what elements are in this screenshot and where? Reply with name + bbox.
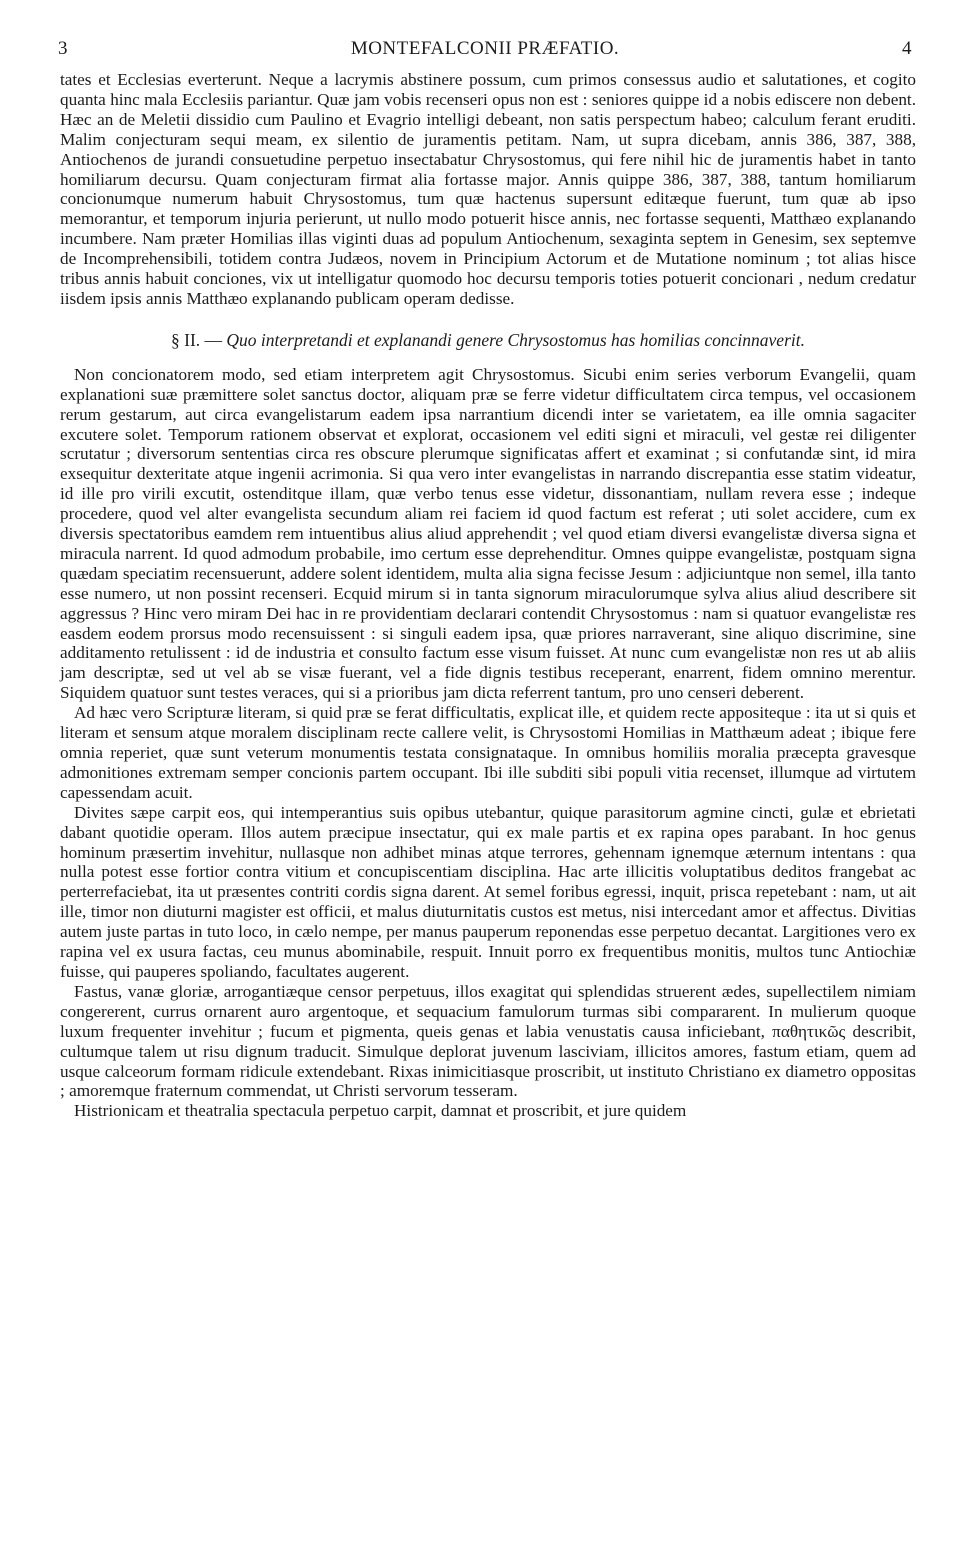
section-title: Quo interpretandi et explanandi genere Chrysostomus has homilias concinnaverit. xyxy=(226,329,805,350)
page-number-left: 3 xyxy=(58,38,68,59)
paragraph: Divites sæpe carpit eos, qui intemperantius suis opibus utebantur, quique parasitorum agmine cincti, gulæ et ebrietati dabant quotidie operam. Illos autem præcipue insectatur, qui ex male partis et ex rapina opes parabant. In hoc genus hominum præsertim invehitur, nullasque non adhibet minas atque terrores, gehennam ignemque æternum intentans : qua nulla potest esse fortior contra vitium et concupiscentiam disciplina. Hac arte illicitis voluptatibus deditos frangebat ac perterrefaciebat, ita ut præsentes contriti cordis signa darent. At semel foribus egressi, inquit, prisca repetebant : nam, ut ait ille, timor non diuturni magister est officii, et malus diuturnitatis custos est metus, nisi intercedant amor et affectus. Divitias autem juste partas in tuto loco, in cælo nempe, per manus pauperum reponendas esse perpetuo decantat. Largitiones vero ex rapina vel ex usura factas, ceu munus abominabile, respuit. Innuit porro ex frequentibus monitis, multos tunc Antiochiæ fuisse, qui pauperes spoliando, facultates augerent. xyxy=(60,802,916,981)
paragraph: Fastus, vanæ gloriæ, arrogantiæque censor perpetuus, illos exagitat qui splendidas struerent ædes, supellectilem nimiam congererent, currus ornarent auro argentoque, et sequacium famulorum turmas sibi compararent. In mulierum quoque luxum frequenter invehitur ; fucum et pigmenta, queis genas et labia venustatis causa inficiebant, παθητικῶς describit, cultumque talem ut risu dignum traducit. Simulque deplorat juvenum lasciviam, illicitos amores, fastum etiam, quem ad usque calceorum formam ridicule extendebant. Rixas inimicitiasque proscribit, ut instituto Christiano ex diametro oppositas ; amoremque fraternum commendat, ut Christi servorum tesseram. xyxy=(60,981,916,1101)
running-title: MONTEFALCONII PRÆFATIO. xyxy=(350,38,620,59)
paragraph-continued: tates et Ecclesias everterunt. Neque a lacrymis abstinere possum, cum primos consessus audio et salutationes, et cogito quanta hinc mala Ecclesiis pariantur. Quæ jam vobis recenseri opus non est : seniores quippe id a nobis ediscere non debent. Hæc an de Meletii dissidio cum Paulino et Evagrio intelligi debeant, non satis perspectum habeo; calculum ferant eruditi. Malim conjecturam sequi meam, ex silentio de juramentis petitam. Nam, ut supra dicebam, annis 386, 387, 388, Antiochenos de jurandi consuetudine perpetuo insectabatur Chrysostomus, qui fere nihil hic de juramentis habet in tanto homiliarum decursu. Quam conjecturam firmat alia fortasse major. Annis quippe 386, 387, 388, tantum homiliarum concionumque numerum habuit Chrysostomus, tum quæ hactenus supersunt editæque fuerunt, tum quæ ab ipso memorantur, et temporum injuria perierunt, ut nullo modo potuerit hisce annis, nec fortasse sequenti, Matthæo explanando incumbere. Nam præter Homilias illas viginti duas ad populum Antiochenum, sexaginta septem in Genesim, sex septemve de Incomprehensibili, totidem contra Judæos, novem in Principium Actorum et de Mutatione nominum ; tot alias hisce tribus annis habuit conciones, vix ut intelligatur quomodo hoc decursu temporis toties potuerit concionari , nedum credatur iisdem ipsis annis Matthæo explanando publicam operam dedisse. xyxy=(60,70,916,308)
paragraph: Non concionatorem modo, sed etiam interpretem agit Chrysostomus. Sicubi enim series verborum Evangelii, quam explanationi suæ præmittere solet sanctus doctor, aliquam præ se ferre videtur difficultatem circa tempus, vel occasionem rerum gestarum, aut circa evangelistarum eadem ipsa narrantium dicendi inter se varietatem, ea ille omnia sagaciter excutere solet. Temporum rationem observat et explorat, occasionem vel editi signi et miraculi, vel gestæ rei diligenter scrutatur ; diversorum sententias circa res obscure plerumque significatas affert et examinat ; si confutandæ sint, id mira exsequitur dexteritate atque ingenii acrimonia. Si qua vero inter evangelistas in narrando discrepantia esse statim videatur, id ille pro virili excutit, ostenditque illam, quæ verbo tenus esse videtur, dissonantiam, nullam revera esse ; indeque procedere, quod vel alter evangelista secundum aliam rei faciem id quod factum est referat ; uti solet accidere, cum ex diversis spectatoribus eamdem rem intuentibus alius aliud apprehendit ; vel quod etiam diversi evangelistæ diversa signa et miracula narrent. Id quod admodum probabile, imo certum esse deprehenditur. Omnes quippe evangelistæ, postquam signa quædam speciatim recensuerunt, addere solent identidem, multa alia signa fecisse Jesum : adjiciuntque non semel, illa tanto esse numero, ut non possint recenseri. Ecquid mirum si in tanta signorum miraculorumque sylva alius aliud describere sit aggressus ? Hinc vero miram Dei hac in re providentiam declarari contendit Chrysostomus : nam si quatuor evangelistæ res easdem eodem prorsus modo recensuissent : si singuli eadem ipsa, quæ priores narraverant, sine aliquo discrimine, sine additamento retulissent : id de industria et consulto factum esse visum fuisset. At nunc cum evangelistæ non res ut ab aliis jam descriptæ, sed ut vel ab se visæ fuerant, vel a fide dignis testibus receperant, enarrent, fidem omnino merentur. Siquidem quatuor sunt testes veraces, qui si a prioribus jam dicta referrent tantum, pro uno censeri deberent. xyxy=(60,364,916,703)
running-header xyxy=(58,38,912,66)
paragraph: Histrionicam et theatralia spectacula perpetuo carpit, damnat et proscribit, et jure quidem xyxy=(74,1101,687,1121)
body-text xyxy=(60,70,916,1121)
section-heading xyxy=(60,331,916,351)
paragraph: Ad hæc vero Scripturæ literam, si quid præ se ferat difficultatis, explicat ille, et quidem recte appositeque : ita ut si quis et literam et sensum atque moralem disciplinam recte callere velit, is Chrysostomi Homilias in Matthæum adeat ; ibique fere omnia reperiet, quæ sunt veterum monumentis testata consignataque. In omnibus homiliis moralia præcepta gravesque admonitiones extremam semper concionis partem occupant. Ibi ille subditi sibi populi vitia recenset, illumque ad virtutem capessendam acuit. xyxy=(60,703,916,802)
section-number: § II. — xyxy=(171,329,223,350)
page-number-right: 4 xyxy=(902,38,912,59)
